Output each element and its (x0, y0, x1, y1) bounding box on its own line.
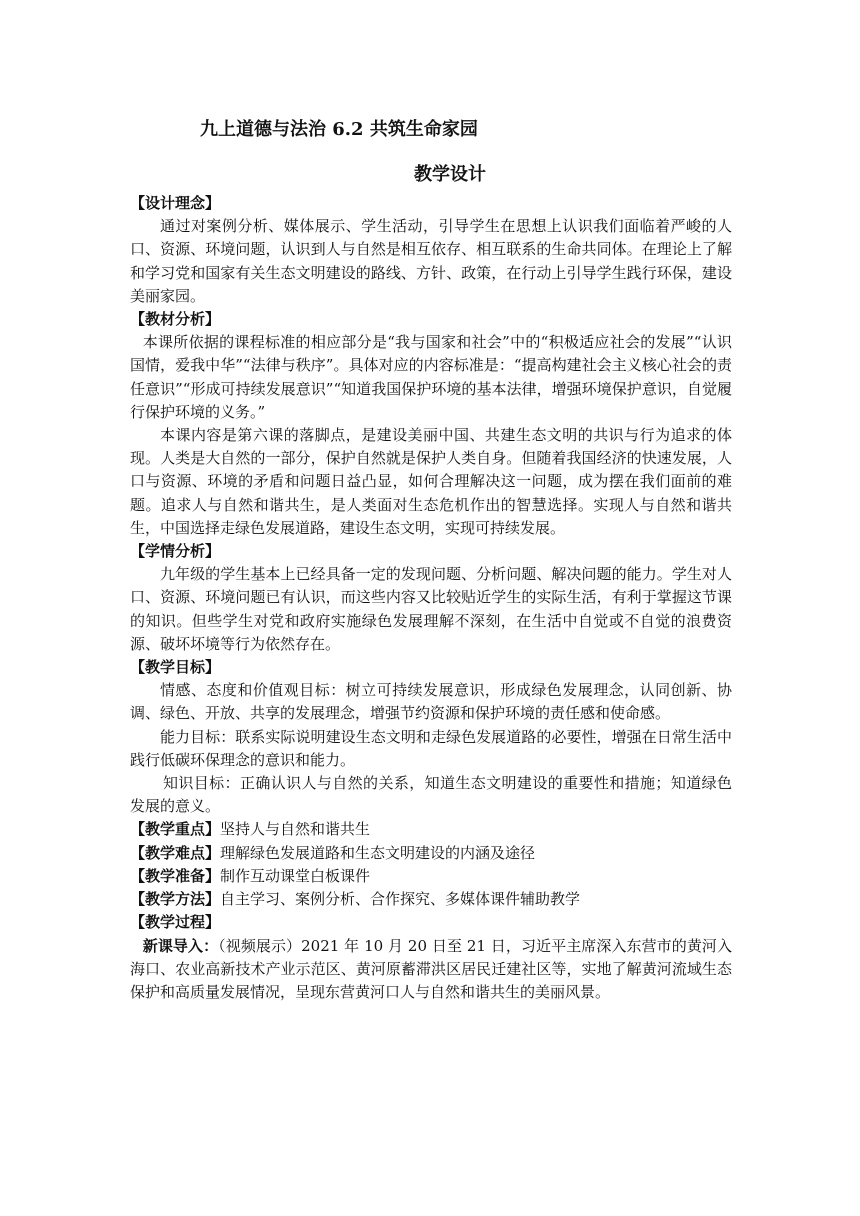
paragraph-objective-ability: 能力目标：联系实际说明建设生态文明和走绿色发展道路的必要性，增强在日常生活中践行低碳环保理念的意识和能力。 (130, 727, 732, 769)
paragraph-material-analysis-1: 本课所依据的课程标准的相应部分是“我与国家和社会”中的“积极适应社会的发展”“认识国情，爱我中华”“法律与秩序”。具体对应的内容标准是：“提高构建社会主义核心社会的责任意识”“形成可持续发展意识”“知道我国保护环境的基本法律，增强环境保护意识，自觉履行保护环境的义务。” (130, 333, 732, 421)
heading-design-concept: 【设计理念】 (130, 194, 221, 212)
document-title: 九上道德与法治 6.2 共筑生命家园 (200, 119, 478, 140)
heading-difficulty: 【教学难点】 (130, 843, 221, 862)
paragraph-material-analysis-2: 本课内容是第六课的落脚点，是建设美丽中国、共建生态文明的共识与行为追求的体现。人类是大自然的一部分，保护自然就是保护人类自身。但随着我国经济的快速发展，人口与资源、环境的矛盾和问题日益凸显，如何合理解决这一问题，成为摆在我们面前的难题。追求人与自然和谐共生，是人类面对生态危机作出的智慧选择。实现人与自然和谐共生，中国选择走绿色发展道路，建设生态文明，实现可持续发展。 (130, 426, 732, 537)
process-text: （视频展示）2021 年 10 月 20 日至 21 日，习近平主席深入东营市的黄河入海口、农业高新技术产业示范区、黄河原蓄滞洪区居民迁建社区等，实地了解黄河流域生态保护和高质量发展情况，呈现东营黄河口人与自然和谐共生的美丽风景。 (130, 936, 732, 1001)
heading-key-point: 【教学重点】 (130, 820, 221, 839)
document-subtitle: 教学设计 (414, 164, 486, 185)
process-lead: 新课导入： (142, 936, 219, 955)
methods-line (130, 888, 732, 911)
paragraph-design-concept: 通过对案例分析、媒体展示、学生活动，引导学生在思想上认识我们面临着严峻的人口、资源、环境问题，认识到人与自然是相互依存、相互联系的生命共同体。在理论上了解和学习党和国家有关生态文明建设的路线、方针、政策，在行动上引导学生践行环保，建设美丽家园。 (130, 217, 732, 305)
document-body (130, 192, 732, 1004)
paragraph-objective-emotion: 情感、态度和价值观目标：树立可持续发展意识，形成绿色发展理念，认同创新、协调、绿色、开放、共享的发展理念，增强节约资源和保护环境的责任感和使命感。 (130, 681, 732, 723)
difficulty-text: 理解绿色发展道路和生态文明建设的内涵及途径 (220, 843, 536, 862)
heading-student-analysis: 【学情分析】 (130, 542, 221, 561)
heading-preparation: 【教学准备】 (130, 866, 221, 885)
heading-process: 【教学过程】 (130, 913, 221, 932)
heading-material-analysis: 【教材分析】 (130, 310, 221, 329)
preparation-text: 制作互动课堂白板课件 (220, 866, 371, 885)
paragraph-student-analysis: 九年级的学生基本上已经具备一定的发现问题、分析问题、解决问题的能力。学生对人口、资源、环境问题已有认识，而这些内容又比较贴近学生的实际生活，有利于掌握这节课的知识。但些学生对党和政府实施绿色发展理解不深刻，在生活中自觉或不自觉的浪费资源、破坏坏境等行为依然存在。 (130, 565, 732, 653)
heading-methods: 【教学方法】 (130, 890, 221, 909)
paragraph-process-intro (130, 935, 732, 1005)
heading-objectives: 【教学目标】 (130, 658, 221, 677)
preparation-line (130, 865, 732, 888)
key-point-line (130, 818, 732, 841)
paragraph-objective-knowledge: 知识目标：正确认识人与自然的关系，知道生态文明建设的重要性和措施；知道绿色发展的意义。 (130, 774, 732, 816)
key-point-text: 坚持人与自然和谐共生 (220, 820, 371, 839)
methods-text: 自主学习、案例分析、合作探究、多媒体课件辅助教学 (220, 890, 581, 909)
difficulty-line (130, 842, 732, 865)
